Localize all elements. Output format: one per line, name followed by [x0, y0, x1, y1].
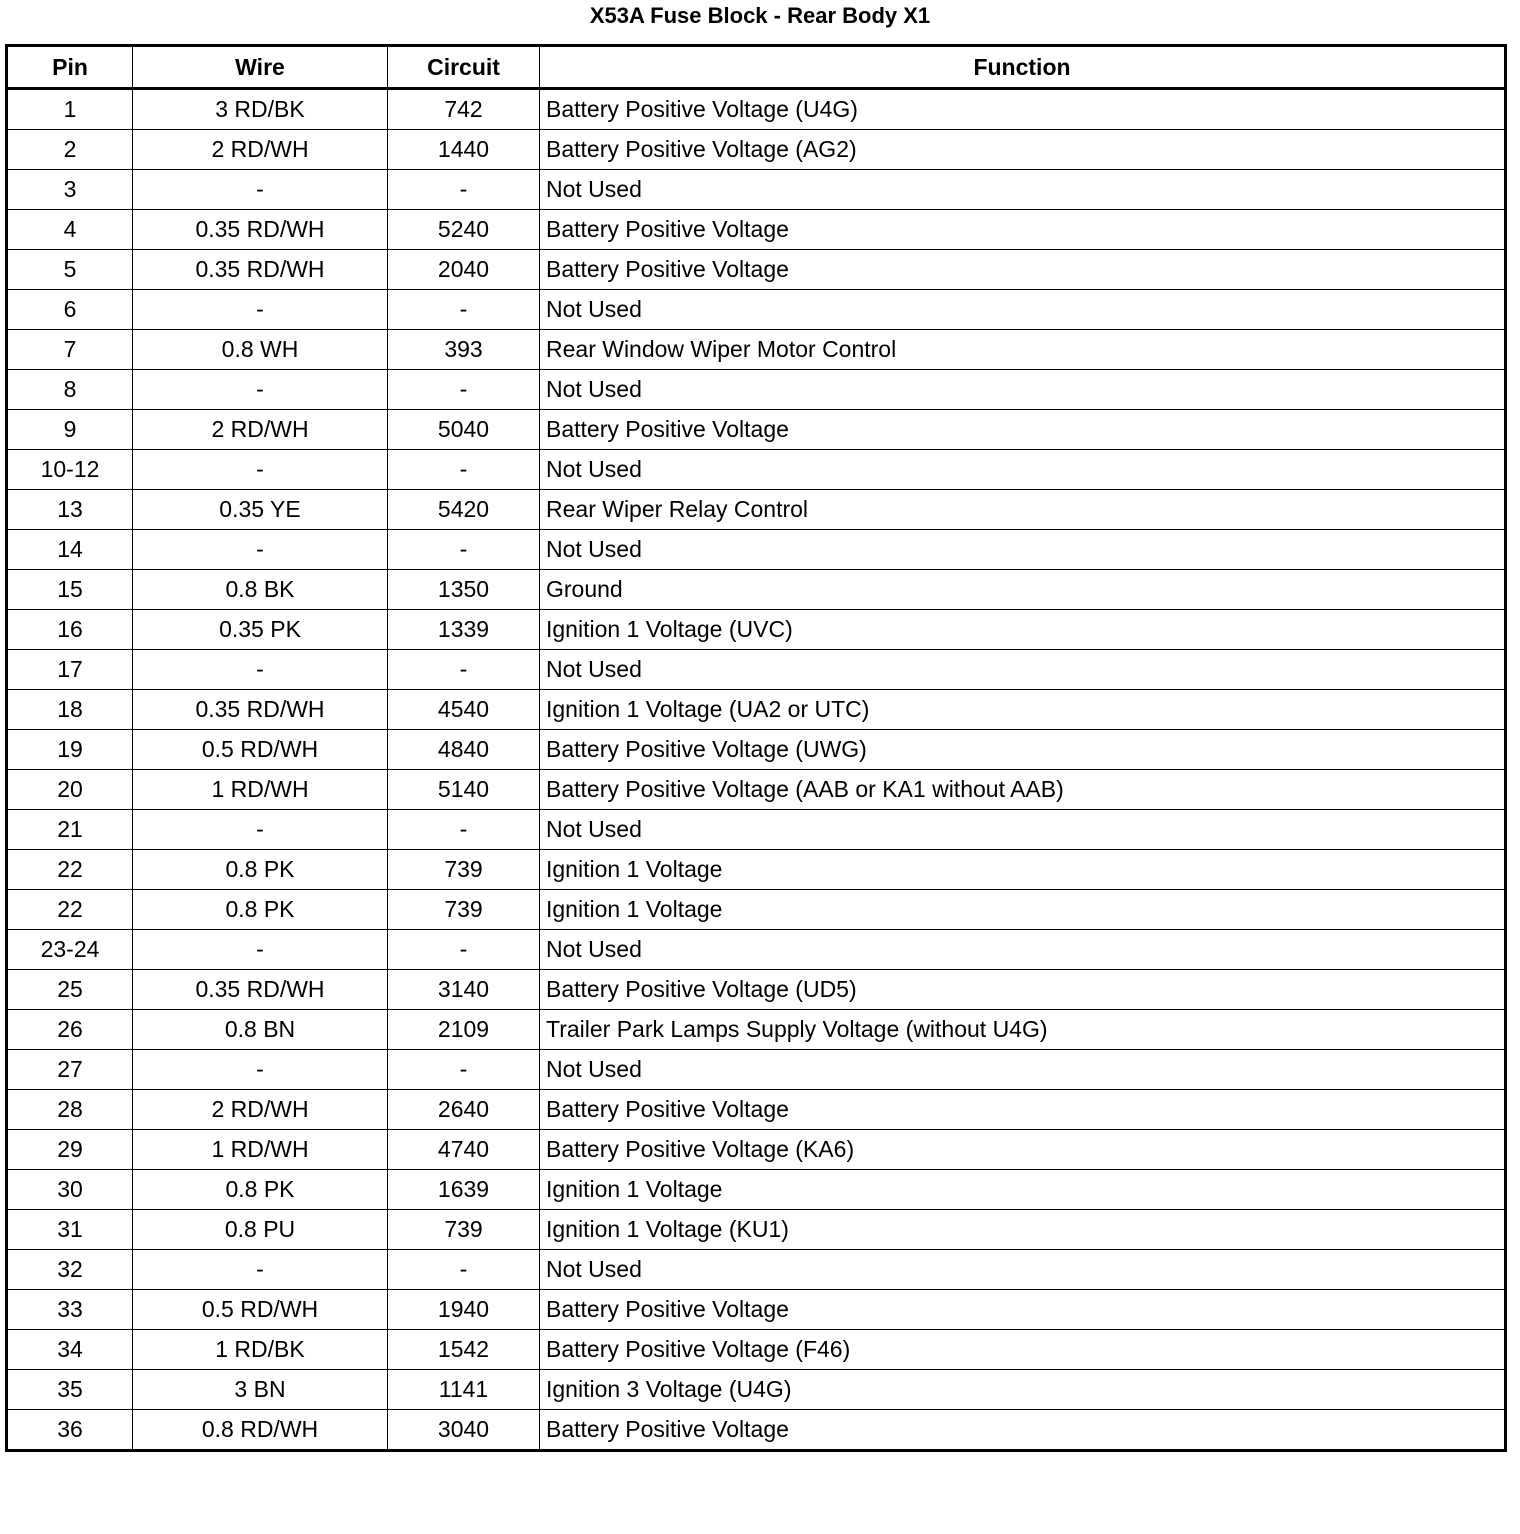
- function-cell: Ignition 1 Voltage: [540, 890, 1506, 930]
- wire-cell: -: [133, 930, 388, 970]
- circuit-cell: 5420: [388, 490, 540, 530]
- function-cell: Ignition 3 Voltage (U4G): [540, 1370, 1506, 1410]
- table-row: [7, 1330, 1506, 1370]
- table-row: [7, 330, 1506, 370]
- pin-cell: 22: [7, 850, 133, 890]
- wire-cell: -: [133, 1250, 388, 1290]
- table-body: [7, 89, 1506, 1451]
- table-row: [7, 290, 1506, 330]
- circuit-cell: -: [388, 290, 540, 330]
- table-row: [7, 850, 1506, 890]
- wire-cell: -: [133, 1050, 388, 1090]
- pin-cell: 7: [7, 330, 133, 370]
- wire-cell: 0.35 RD/WH: [133, 970, 388, 1010]
- pin-cell: 1: [7, 89, 133, 130]
- wire-cell: 1 RD/WH: [133, 1130, 388, 1170]
- pin-cell: 3: [7, 170, 133, 210]
- wire-cell: -: [133, 810, 388, 850]
- function-cell: Not Used: [540, 930, 1506, 970]
- pin-cell: 16: [7, 610, 133, 650]
- wire-cell: 0.8 BN: [133, 1010, 388, 1050]
- table-row: [7, 810, 1506, 850]
- table-row: [7, 730, 1506, 770]
- wire-cell: 0.8 RD/WH: [133, 1410, 388, 1451]
- wire-cell: 0.35 RD/WH: [133, 250, 388, 290]
- table-row: [7, 410, 1506, 450]
- wire-cell: 1 RD/BK: [133, 1330, 388, 1370]
- wire-cell: 2 RD/WH: [133, 410, 388, 450]
- pin-cell: 33: [7, 1290, 133, 1330]
- table-row: [7, 210, 1506, 250]
- pin-cell: 14: [7, 530, 133, 570]
- circuit-cell: 1440: [388, 130, 540, 170]
- pin-cell: 36: [7, 1410, 133, 1451]
- table-row: [7, 890, 1506, 930]
- function-cell: Rear Window Wiper Motor Control: [540, 330, 1506, 370]
- table-row: [7, 1090, 1506, 1130]
- pin-cell: 35: [7, 1370, 133, 1410]
- connector-pinout-table: [5, 44, 1507, 1452]
- circuit-cell: 4840: [388, 730, 540, 770]
- circuit-cell: 4540: [388, 690, 540, 730]
- pin-cell: 25: [7, 970, 133, 1010]
- table-row: [7, 1290, 1506, 1330]
- pin-cell: 23-24: [7, 930, 133, 970]
- pin-cell: 5: [7, 250, 133, 290]
- circuit-cell: 1639: [388, 1170, 540, 1210]
- function-cell: Not Used: [540, 370, 1506, 410]
- circuit-cell: 4740: [388, 1130, 540, 1170]
- pin-cell: 31: [7, 1210, 133, 1250]
- pin-cell: 29: [7, 1130, 133, 1170]
- function-cell: Battery Positive Voltage: [540, 1290, 1506, 1330]
- circuit-cell: 3140: [388, 970, 540, 1010]
- pin-cell: 26: [7, 1010, 133, 1050]
- circuit-cell: -: [388, 650, 540, 690]
- circuit-cell: -: [388, 1050, 540, 1090]
- circuit-cell: 1141: [388, 1370, 540, 1410]
- wire-cell: 2 RD/WH: [133, 130, 388, 170]
- table-row: [7, 930, 1506, 970]
- circuit-cell: -: [388, 930, 540, 970]
- circuit-cell: 739: [388, 890, 540, 930]
- wire-cell: -: [133, 650, 388, 690]
- table-row: [7, 1370, 1506, 1410]
- table-row: [7, 89, 1506, 130]
- function-cell: Rear Wiper Relay Control: [540, 490, 1506, 530]
- wire-cell: 0.35 RD/WH: [133, 210, 388, 250]
- wire-cell: -: [133, 290, 388, 330]
- wire-cell: -: [133, 450, 388, 490]
- table-row: [7, 570, 1506, 610]
- circuit-cell: 739: [388, 850, 540, 890]
- pin-cell: 15: [7, 570, 133, 610]
- circuit-cell: 2640: [388, 1090, 540, 1130]
- wire-cell: 0.8 BK: [133, 570, 388, 610]
- circuit-cell: 1940: [388, 1290, 540, 1330]
- function-cell: Not Used: [540, 650, 1506, 690]
- pin-cell: 13: [7, 490, 133, 530]
- function-cell: Battery Positive Voltage (UD5): [540, 970, 1506, 1010]
- table-row: [7, 370, 1506, 410]
- function-cell: Not Used: [540, 1250, 1506, 1290]
- function-cell: Battery Positive Voltage (AG2): [540, 130, 1506, 170]
- table-row: [7, 1050, 1506, 1090]
- circuit-cell: -: [388, 450, 540, 490]
- pin-cell: 27: [7, 1050, 133, 1090]
- table-row: [7, 970, 1506, 1010]
- wire-cell: 0.5 RD/WH: [133, 730, 388, 770]
- circuit-cell: 5040: [388, 410, 540, 450]
- circuit-cell: -: [388, 170, 540, 210]
- circuit-cell: 1542: [388, 1330, 540, 1370]
- function-cell: Battery Positive Voltage: [540, 1410, 1506, 1451]
- page-title: X53A Fuse Block - Rear Body X1: [589, 3, 931, 28]
- table-row: [7, 130, 1506, 170]
- table-row: [7, 1010, 1506, 1050]
- wire-cell: 3 BN: [133, 1370, 388, 1410]
- pin-cell: 2: [7, 130, 133, 170]
- function-cell: Ignition 1 Voltage (UA2 or UTC): [540, 690, 1506, 730]
- pin-cell: 20: [7, 770, 133, 810]
- function-cell: Ignition 1 Voltage: [540, 1170, 1506, 1210]
- pin-cell: 34: [7, 1330, 133, 1370]
- function-cell: Ignition 1 Voltage (UVC): [540, 610, 1506, 650]
- pin-cell: 21: [7, 810, 133, 850]
- circuit-cell: 393: [388, 330, 540, 370]
- wire-cell: -: [133, 530, 388, 570]
- circuit-cell: -: [388, 370, 540, 410]
- wire-cell: 0.8 WH: [133, 330, 388, 370]
- header-pin: Pin: [7, 46, 133, 89]
- wire-cell: 0.35 RD/WH: [133, 690, 388, 730]
- circuit-cell: 5240: [388, 210, 540, 250]
- wire-cell: -: [133, 370, 388, 410]
- circuit-cell: 1350: [388, 570, 540, 610]
- circuit-cell: -: [388, 1250, 540, 1290]
- function-cell: Not Used: [540, 290, 1506, 330]
- function-cell: Ignition 1 Voltage: [540, 850, 1506, 890]
- wire-cell: 0.35 PK: [133, 610, 388, 650]
- table-row: [7, 770, 1506, 810]
- circuit-cell: 5140: [388, 770, 540, 810]
- table-row: [7, 1250, 1506, 1290]
- wire-cell: 0.5 RD/WH: [133, 1290, 388, 1330]
- table-row: [7, 530, 1506, 570]
- function-cell: Not Used: [540, 810, 1506, 850]
- function-cell: Battery Positive Voltage: [540, 410, 1506, 450]
- pin-cell: 8: [7, 370, 133, 410]
- pin-cell: 22: [7, 890, 133, 930]
- circuit-cell: 2040: [388, 250, 540, 290]
- wire-cell: 0.8 PK: [133, 850, 388, 890]
- function-cell: Battery Positive Voltage: [540, 250, 1506, 290]
- pin-cell: 30: [7, 1170, 133, 1210]
- wire-cell: 1 RD/WH: [133, 770, 388, 810]
- circuit-cell: -: [388, 810, 540, 850]
- circuit-cell: 3040: [388, 1410, 540, 1451]
- table-row: [7, 690, 1506, 730]
- pin-cell: 4: [7, 210, 133, 250]
- function-cell: Battery Positive Voltage (AAB or KA1 without AAB): [540, 770, 1506, 810]
- function-cell: Ignition 1 Voltage (KU1): [540, 1210, 1506, 1250]
- table-row: [7, 650, 1506, 690]
- function-cell: Battery Positive Voltage (F46): [540, 1330, 1506, 1370]
- table-header-row: [7, 46, 1506, 89]
- table-row: [7, 170, 1506, 210]
- table-row: [7, 490, 1506, 530]
- circuit-cell: -: [388, 530, 540, 570]
- function-cell: Battery Positive Voltage: [540, 210, 1506, 250]
- function-cell: Not Used: [540, 450, 1506, 490]
- pin-cell: 10-12: [7, 450, 133, 490]
- header-circuit: Circuit: [388, 46, 540, 89]
- function-cell: Trailer Park Lamps Supply Voltage (without U4G): [540, 1010, 1506, 1050]
- circuit-cell: 2109: [388, 1010, 540, 1050]
- circuit-cell: 742: [388, 89, 540, 130]
- pin-cell: 17: [7, 650, 133, 690]
- function-cell: Not Used: [540, 530, 1506, 570]
- function-cell: Not Used: [540, 1050, 1506, 1090]
- wire-cell: 3 RD/BK: [133, 89, 388, 130]
- wire-cell: 0.35 YE: [133, 490, 388, 530]
- circuit-cell: 1339: [388, 610, 540, 650]
- wire-cell: 0.8 PK: [133, 1170, 388, 1210]
- pin-cell: 18: [7, 690, 133, 730]
- function-cell: Battery Positive Voltage (UWG): [540, 730, 1506, 770]
- table-row: [7, 1210, 1506, 1250]
- header-function: Function: [540, 46, 1506, 89]
- table-row: [7, 450, 1506, 490]
- wire-cell: -: [133, 170, 388, 210]
- circuit-cell: 739: [388, 1210, 540, 1250]
- function-cell: Battery Positive Voltage (U4G): [540, 89, 1506, 130]
- function-cell: Battery Positive Voltage: [540, 1090, 1506, 1130]
- table-row: [7, 250, 1506, 290]
- wire-cell: 2 RD/WH: [133, 1090, 388, 1130]
- table-row: [7, 1170, 1506, 1210]
- function-cell: Not Used: [540, 170, 1506, 210]
- header-wire: Wire: [133, 46, 388, 89]
- pin-cell: 32: [7, 1250, 133, 1290]
- pin-cell: 9: [7, 410, 133, 450]
- pin-cell: 6: [7, 290, 133, 330]
- wire-cell: 0.8 PK: [133, 890, 388, 930]
- table-row: [7, 610, 1506, 650]
- table-row: [7, 1130, 1506, 1170]
- wire-cell: 0.8 PU: [133, 1210, 388, 1250]
- pin-cell: 28: [7, 1090, 133, 1130]
- function-cell: Ground: [540, 570, 1506, 610]
- pin-cell: 19: [7, 730, 133, 770]
- table-row: [7, 1410, 1506, 1451]
- function-cell: Battery Positive Voltage (KA6): [540, 1130, 1506, 1170]
